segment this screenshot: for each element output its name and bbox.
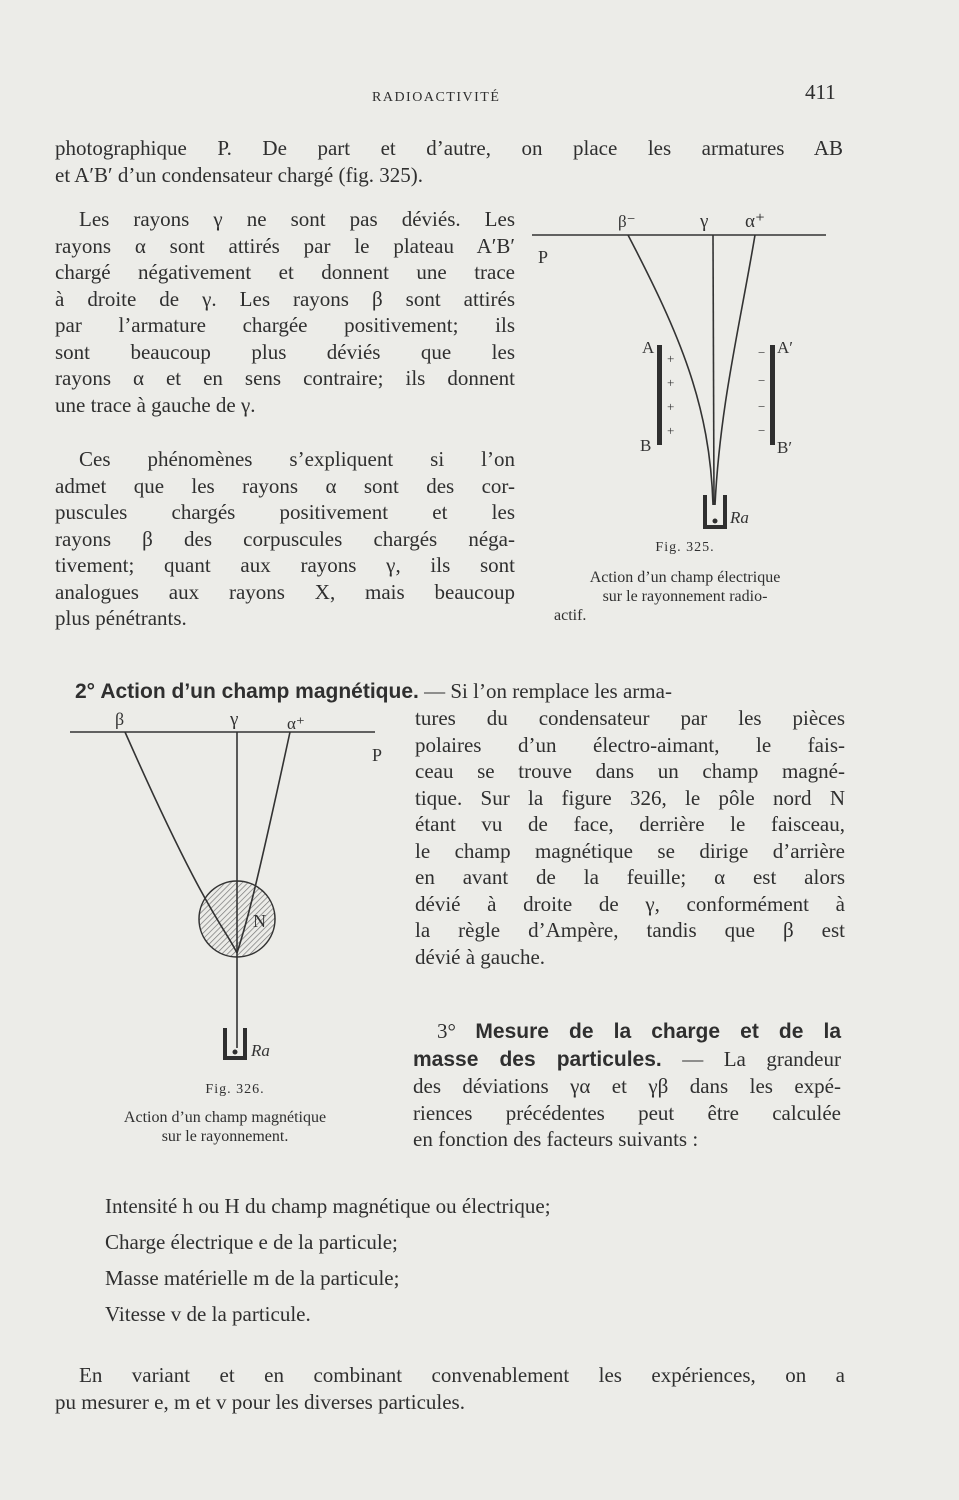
- beta-label: β⁻: [618, 212, 636, 231]
- rays-line: rayons α sont attirés par le plateau A′B′: [55, 233, 515, 258]
- section2-line: tique. Sur la figure 326, le pôle nord N: [415, 785, 845, 810]
- section2-body: [415, 705, 845, 970]
- alpha-label: α⁺: [287, 714, 305, 733]
- intro-line-1: photographique P. De part et d’autre, on place les armatures AB: [55, 136, 843, 160]
- rays-line: une trace à gauche de γ.: [55, 392, 256, 417]
- radium-label: Ra: [730, 508, 749, 527]
- label-A-prime: A′: [777, 338, 793, 357]
- conclusion-line: En variant et en combinant convenablement les expériences, on a: [79, 1363, 845, 1387]
- section2-line: tures du condensateur par les pièces: [415, 706, 845, 730]
- rays-line: chargé négativement et donnent une trace: [55, 260, 515, 284]
- section3-line: en fonction des facteurs suivants :: [413, 1127, 699, 1151]
- section2-number: 2°: [75, 680, 96, 703]
- caption-line: Action d’un champ magnétique: [123, 1109, 327, 1126]
- intro-paragraph: [55, 135, 843, 188]
- section3-title-line-1: [413, 1018, 841, 1046]
- alpha-ray: [715, 235, 755, 505]
- label-B: B: [640, 436, 652, 455]
- factor-item: Masse matérielle m de la particule;: [105, 1266, 400, 1290]
- caption-line: sur le rayonnement.: [161, 1128, 289, 1145]
- minus-sign: −: [758, 373, 766, 388]
- plus-sign: +: [667, 399, 675, 414]
- caption-line: sur le rayonnement radio-: [602, 588, 768, 605]
- section3-title-line-2: [413, 1046, 841, 1074]
- section2-line: le champ magnétique se dirige d’arrière: [415, 838, 845, 863]
- explain-line: tivement; quant aux rayons γ, ils sont: [55, 553, 515, 577]
- section3-title-part2: masse des particules.: [413, 1047, 662, 1071]
- section2-line: étant vu de face, derrière le faisceau,: [415, 812, 845, 836]
- explain-line: rayons β des corpuscules chargés néga-: [55, 526, 515, 551]
- plus-sign: +: [667, 351, 675, 366]
- explain-line: analogues aux rayons X, mais beaucoup: [55, 579, 515, 604]
- radium-label: Ra: [251, 1041, 270, 1060]
- fig325-caption: [540, 568, 830, 625]
- caption-line: actif.: [554, 607, 587, 624]
- gamma-ray: [713, 235, 714, 505]
- section2-line: en avant de la feuille; α est alors: [415, 865, 845, 889]
- factor-item: Intensité h ou H du champ magnétique ou électrique;: [105, 1194, 551, 1218]
- minus-sign: −: [758, 345, 766, 360]
- plate-A-prime-B-prime: [770, 345, 775, 445]
- radium-source-dot: [233, 1050, 238, 1055]
- factor-item: Charge électrique e de la particule;: [105, 1230, 398, 1254]
- figure-325-electric-field: [530, 205, 830, 540]
- gamma-label: γ: [700, 211, 709, 232]
- plus-sign: +: [667, 423, 675, 438]
- section2-line: la règle d’Ampère, tandis que β est: [415, 918, 845, 942]
- section3-title-part1: Mesure de la charge et de la: [475, 1020, 841, 1043]
- conclusion-line: pu mesurer e, m et v pour les diverses particules.: [55, 1389, 465, 1414]
- rays-line: rayons α et en sens contraire; ils donnent: [55, 366, 515, 390]
- fig326-caption: [55, 1108, 395, 1146]
- plate-label: P: [372, 745, 383, 765]
- explain-line: plus pénétrants.: [55, 606, 187, 630]
- section2-heading-line: [75, 678, 845, 706]
- label-B-prime: B′: [777, 438, 793, 457]
- caption-line: Action d’un champ électrique: [589, 569, 781, 586]
- beta-label: β: [115, 709, 125, 729]
- plate-label: P: [538, 247, 549, 267]
- factor-item: Vitesse v de la particule.: [105, 1302, 311, 1326]
- figure-326-magnetic-field: [65, 703, 405, 1073]
- plate-AB: [657, 345, 662, 445]
- beta-ray: [628, 235, 713, 505]
- plus-sign: +: [667, 375, 675, 390]
- gamma-label: γ: [230, 709, 239, 730]
- rays-line: à droite de γ. Les rayons β sont attirés: [55, 286, 515, 311]
- section3-line: des déviations γα et γβ dans les expé-: [413, 1074, 841, 1098]
- minus-sign: −: [758, 399, 766, 414]
- page-number: 411: [805, 80, 836, 104]
- rays-line: par l’armature chargée positivement; ils: [55, 313, 515, 337]
- explain-line: puscules chargés positivement et les: [55, 500, 515, 524]
- label-A: A: [642, 338, 655, 357]
- running-title: RADIOACTIVITÉ: [372, 90, 501, 105]
- section2-title: Action d’un champ magnétique.: [100, 680, 419, 703]
- rays-line: Les rayons γ ne sont pas déviés. Les: [79, 207, 515, 231]
- rays-line: sont beaucoup plus déviés que les: [55, 339, 515, 364]
- explain-line: Ces phénomènes s’expliquent si l’on: [79, 447, 515, 471]
- alpha-label: α⁺: [745, 211, 765, 232]
- pole-label: N: [253, 911, 266, 931]
- section2-line: dévié à gauche.: [415, 944, 546, 969]
- explain-paragraph: [55, 446, 515, 632]
- section2-line: polaires d’un électro-aimant, le fais-: [415, 732, 845, 757]
- section3-line: riences précédentes peut être calculée: [413, 1100, 841, 1125]
- radium-source-dot: [713, 519, 718, 524]
- intro-line-2: et A′B′ d’un condensateur chargé (fig. 325).: [55, 162, 424, 187]
- factors-list: [105, 1188, 845, 1332]
- section2-first-line: — Si l’on remplace les arma-: [424, 679, 672, 703]
- fig325-label: Fig. 325.: [655, 540, 715, 555]
- explain-line: admet que les rayons α sont des cor-: [55, 473, 515, 498]
- conclusion-paragraph: [55, 1362, 845, 1415]
- fig326-label: Fig. 326.: [205, 1082, 265, 1097]
- section3-first-line: — La grandeur: [682, 1046, 841, 1071]
- section3-number: 3°: [437, 1019, 456, 1043]
- section2-line: ceau se trouve dans un champ magné-: [415, 759, 845, 783]
- section2-line: dévié à droite de γ, conformément à: [415, 891, 845, 916]
- minus-sign: −: [758, 423, 766, 438]
- section3-block: [413, 1018, 841, 1153]
- rays-paragraph: [55, 206, 515, 418]
